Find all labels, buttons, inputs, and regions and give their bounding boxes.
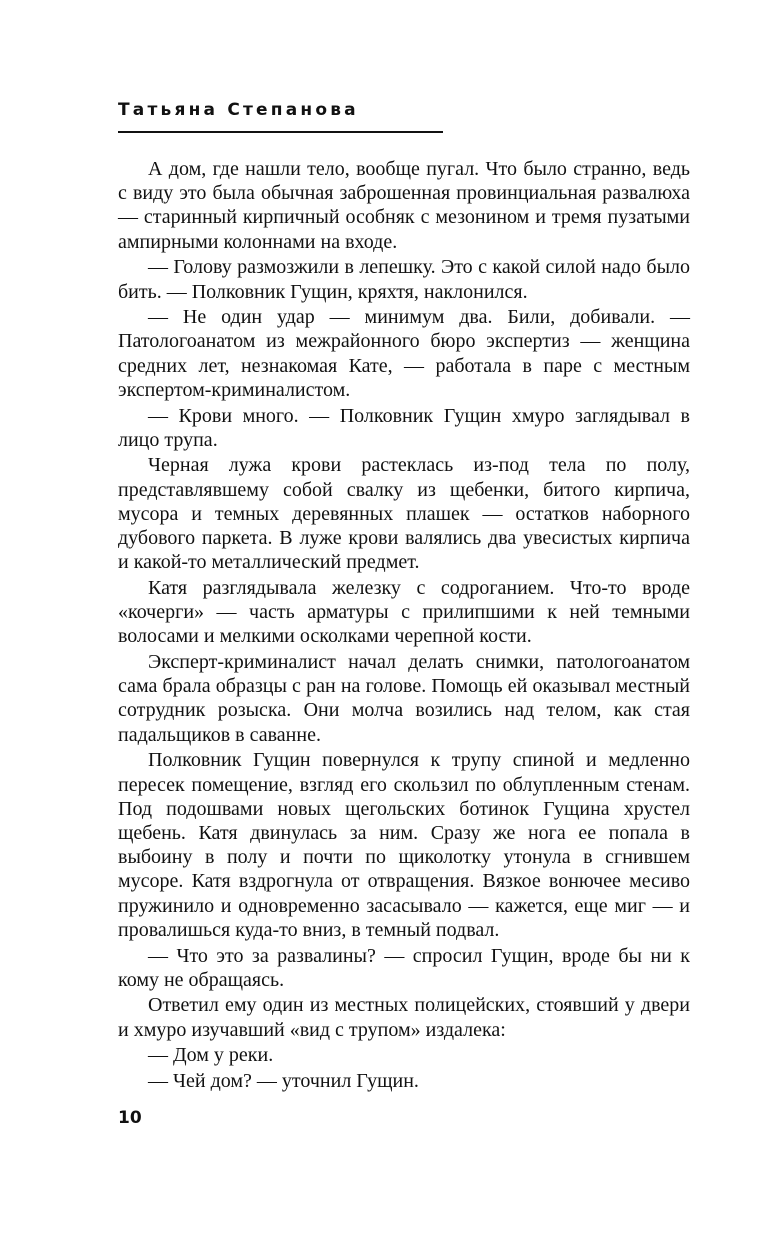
paragraph: — Что это за развалины? — спросил Гущин, вроде бы ни к кому не обращаясь. — [118, 944, 690, 991]
page-number: 10 — [118, 1108, 142, 1128]
paragraph: Эксперт-криминалист начал делать снимки, патологоанатом сама брала образцы с ран на голове. Помощь ей оказывал местный сотрудник розыска. Они молча возились над телом, как стая падальщиков в саванне. — [118, 651, 690, 746]
paragraph: А дом, где нашли тело, вообще пугал. Что было странно, ведь с виду это была обычная заброшенная провинциальная развалюха — старинный кирпичный особняк с мезонином и тремя пузатыми ампирными колоннами на входе. — [118, 158, 690, 253]
running-header-author: Татьяна Степанова — [118, 100, 359, 120]
paragraph: Катя разглядывала железку с содроганием. Что-то вроде «кочерги» — часть арматуры с прилипшими к ней темными волосами и мелкими осколками черепной кости. — [118, 576, 690, 648]
paragraph: Черная лужа крови растеклась из-под тела по полу, представлявшему собой свалку из щебенки, битого кирпича, мусора и темных деревянных плашек — остатков наборного дубового паркета. В луже крови валялись два увесистых кирпича и какой-то металлический предмет. — [118, 454, 690, 574]
paragraph: — Чей дом? — уточнил Гущин. — [148, 1070, 419, 1093]
paragraph: Полковник Гущин повернулся к трупу спиной и медленно пересек помещение, взгляд его скользил по облупленным стенам. Под подошвами новых щегольских ботинок Гущина хрустел щебень. Катя двинулась за ним. Сразу же нога ее попала в выбоину в полу и почти по щиколотку утонула в сгнившем мусоре. Катя вздрогнула от отвращения. Вязкое вонючее месиво пружинило и одновременно засасывало — кажется, еще миг — и провалишься куда-то вниз, в темный подвал. — [118, 749, 690, 941]
paragraph: Ответил ему один из местных полицейских, стоявший у двери и хмуро изучавший «вид с трупом» издалека: — [118, 994, 690, 1041]
paragraph: — Крови много. — Полковник Гущин хмуро заглядывал в лицо трупа. — [118, 404, 690, 451]
paragraph: — Не один удар — минимум два. Били, добивали. — Патологоанатом из межрайонного бюро экспертиз — женщина средних лет, незнакомая Кате, — работала в паре с местным экспертом-криминалистом. — [118, 306, 690, 401]
paragraph: — Голову размозжили в лепешку. Это с какой силой надо было бить. — Полковник Гущин, кряхтя, наклонился. — [118, 256, 690, 303]
body-text — [118, 157, 690, 1095]
header-divider — [118, 131, 443, 133]
paragraph: — Дом у реки. — [148, 1044, 274, 1067]
